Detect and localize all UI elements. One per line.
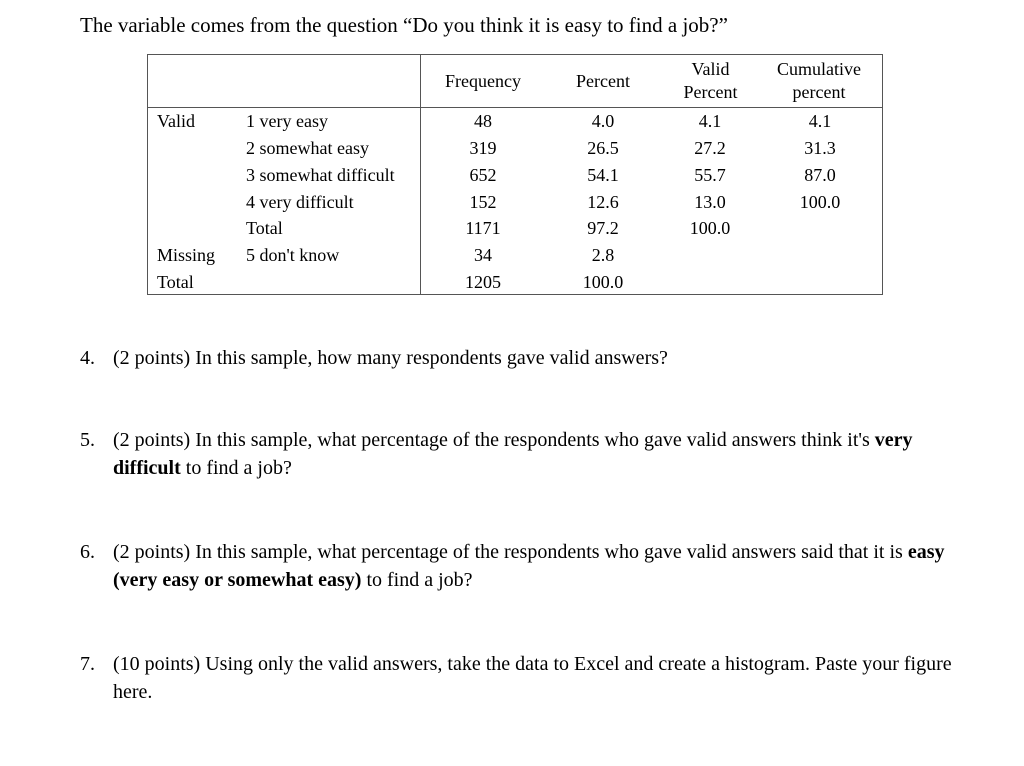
cell-percent: 26.5 — [587, 138, 619, 158]
cell-frequency: 34 — [474, 245, 492, 265]
stub-divider — [420, 55, 421, 294]
cell-valid-percent: 4.1 — [698, 111, 722, 131]
header-valid-percent-line2: Percent — [683, 82, 738, 102]
question-text-part: to find a job? — [180, 457, 292, 479]
intro-text: The variable comes from the question “Do you think it is easy to find a job?” — [80, 13, 728, 37]
question-text — [113, 650, 953, 706]
question-text-part: (2 points) In this sample, what percentage of the respondents who gave valid answers think it's — [113, 429, 875, 451]
header-valid-percent-line1: Valid — [691, 59, 730, 79]
cell-percent: 97.2 — [587, 218, 619, 238]
cell-frequency: 1171 — [465, 218, 501, 238]
cell-valid-percent: 27.2 — [694, 138, 726, 158]
cell-percent: 54.1 — [587, 165, 619, 185]
cell-cumulative-percent: 4.1 — [808, 111, 832, 131]
cell-percent: 12.6 — [587, 192, 619, 212]
cell-valid-percent: 55.7 — [694, 165, 726, 185]
question-emphasis: very difficult — [113, 429, 913, 479]
row-label: 2 somewhat easy — [246, 138, 369, 158]
cell-percent: 2.8 — [591, 245, 615, 265]
row-label: 3 somewhat difficult — [246, 165, 395, 185]
question-emphasis: easy (very easy or somewhat easy) — [113, 541, 945, 591]
header-frequency: Frequency — [445, 71, 521, 91]
question-text — [113, 426, 953, 482]
row-label: 5 don't know — [246, 245, 340, 265]
header-cumulative-percent-line1: Cumulative — [777, 59, 861, 79]
cell-frequency: 48 — [474, 111, 492, 131]
group-total: Total — [157, 272, 194, 292]
header-divider — [148, 107, 882, 108]
cell-cumulative-percent: 31.3 — [804, 138, 836, 158]
cell-valid-percent: 100.0 — [689, 218, 731, 238]
question-text — [113, 538, 953, 594]
header-percent: Percent — [576, 71, 630, 91]
frequency-table — [147, 54, 883, 295]
question-text — [113, 344, 953, 372]
row-label: 1 very easy — [246, 111, 328, 131]
cell-frequency: 319 — [469, 138, 497, 158]
question-number: 7. — [80, 653, 95, 675]
question-text-part: (2 points) In this sample, what percentage of the respondents who gave valid answers said that it is — [113, 541, 908, 563]
question-text-part: (2 points) In this sample, how many respondents gave valid answers? — [113, 347, 668, 369]
cell-valid-percent: 13.0 — [694, 192, 726, 212]
question-number: 5. — [80, 429, 95, 451]
cell-percent: 4.0 — [591, 111, 615, 131]
group-missing: Missing — [157, 245, 216, 265]
cell-cumulative-percent: 100.0 — [799, 192, 841, 212]
header-cumulative-percent-line2: percent — [792, 82, 846, 102]
question-text-part: to find a job? — [361, 569, 473, 591]
row-label: 4 very difficult — [246, 192, 354, 212]
cell-percent: 100.0 — [582, 272, 624, 292]
group-valid: Valid — [157, 111, 195, 131]
cell-frequency: 652 — [469, 165, 497, 185]
row-label: Total — [246, 218, 283, 238]
header-cumulative-percent — [763, 58, 875, 104]
cell-cumulative-percent: 87.0 — [804, 165, 836, 185]
cell-frequency: 152 — [469, 192, 497, 212]
header-valid-percent — [663, 58, 758, 104]
question-number: 4. — [80, 347, 95, 369]
cell-frequency: 1205 — [465, 272, 501, 292]
question-text-part: (10 points) Using only the valid answers, take the data to Excel and create a histogram. Paste your figure here. — [113, 653, 952, 703]
question-number: 6. — [80, 541, 95, 563]
